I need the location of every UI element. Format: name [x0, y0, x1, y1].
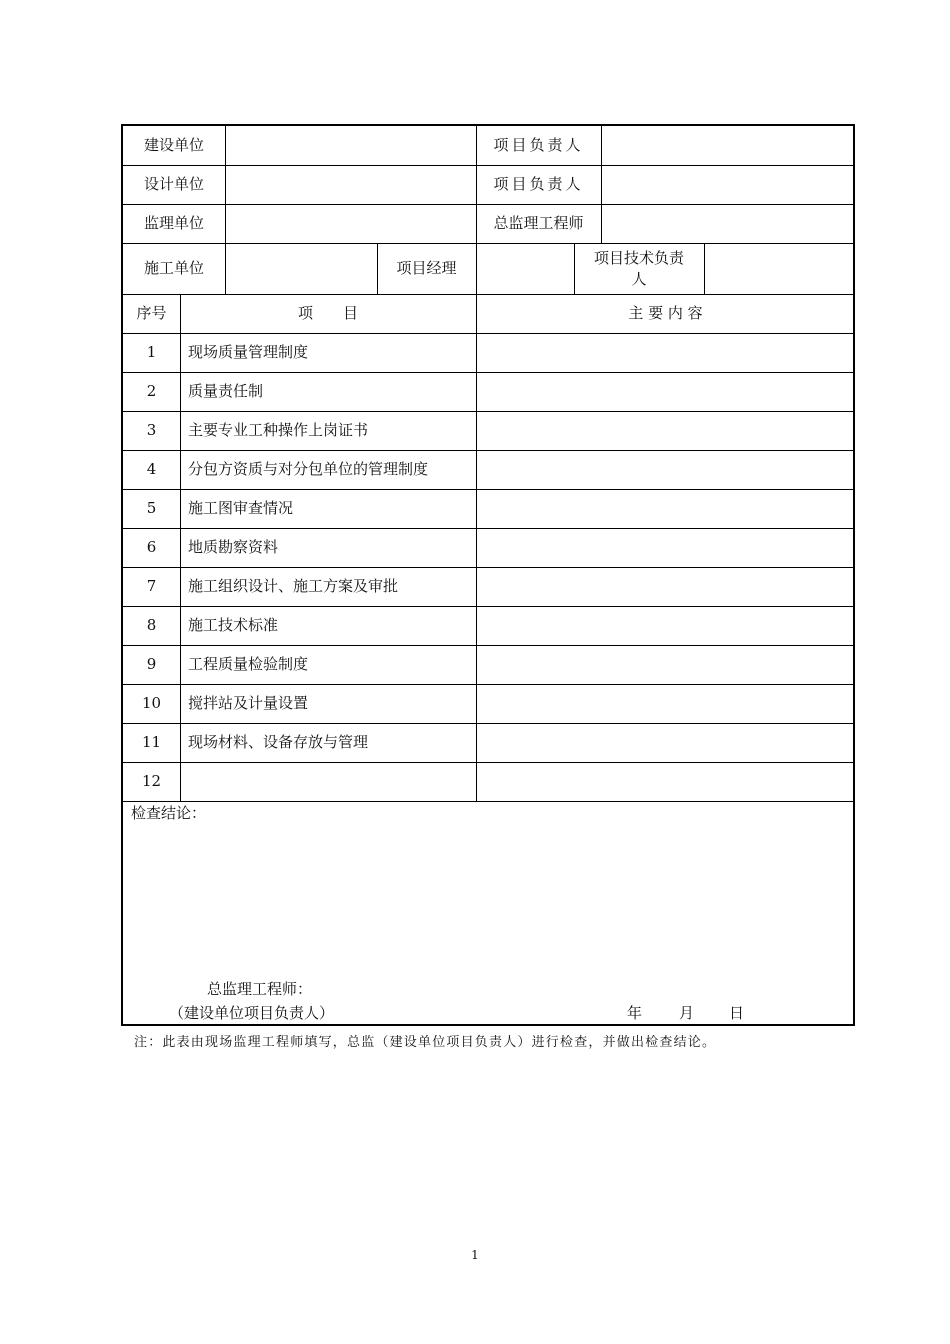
project-leader-label-2: 项目负责人 [493, 175, 584, 193]
row-content-field[interactable] [476, 372, 855, 411]
design-unit-field[interactable] [225, 165, 476, 204]
conclusion-label: 检查结论： [131, 804, 207, 822]
chief-supervisor-label: 总监理工程师 [493, 214, 584, 232]
chief-supervisor-signature-label: 总监理工程师： [207, 980, 313, 998]
seq-column-header: 序号 [136, 304, 167, 322]
conclusion-text-area[interactable] [131, 826, 847, 966]
tech-leader-label [574, 243, 704, 294]
row-number: 7 [146, 577, 157, 595]
date-day-label: 日 [729, 1004, 745, 1022]
row-item: 施工组织设计、施工方案及审批 [188, 577, 399, 595]
row-content-field[interactable] [476, 333, 855, 372]
inspection-form-table [121, 124, 855, 1026]
row-content-field[interactable] [476, 723, 855, 762]
row-content-field[interactable] [476, 684, 855, 723]
row-content-field[interactable] [476, 606, 855, 645]
row-item: 分包方资质与对分包单位的管理制度 [188, 460, 429, 478]
grid-line [476, 294, 477, 801]
row-item: 地质勘察资料 [188, 538, 279, 556]
grid-line [704, 243, 705, 294]
grid-line [123, 165, 855, 166]
grid-line [225, 126, 226, 294]
tech-leader-label-line1: 项目技术负责 [593, 248, 684, 267]
row-content-field[interactable] [476, 411, 855, 450]
grid-line [123, 411, 855, 412]
supervision-unit-field[interactable] [225, 204, 476, 243]
row-content-field[interactable] [476, 645, 855, 684]
row-number: 10 [141, 694, 162, 712]
row-item-field[interactable] [180, 762, 476, 801]
project-leader-field-1[interactable] [601, 126, 855, 165]
row-content-field[interactable] [476, 450, 855, 489]
date-year-label: 年 [627, 1004, 643, 1022]
supervision-unit-label: 监理单位 [143, 214, 204, 232]
grid-line [123, 762, 855, 763]
row-number: 1 [146, 343, 157, 361]
item-column-header: 项 目 [297, 304, 358, 322]
grid-line [123, 723, 855, 724]
construction-leader-signature-label: （建设单位项目负责人） [169, 1004, 335, 1022]
row-number: 8 [146, 616, 157, 634]
tech-leader-label-line2: 人 [631, 269, 647, 288]
page-number: 1 [471, 1248, 479, 1262]
project-manager-label: 项目经理 [396, 259, 457, 277]
row-item: 搅拌站及计量设置 [188, 694, 309, 712]
row-number: 3 [146, 421, 157, 439]
row-content-field[interactable] [476, 489, 855, 528]
grid-line [574, 243, 575, 294]
grid-line [123, 606, 855, 607]
grid-line [123, 204, 855, 205]
grid-line [123, 294, 855, 295]
row-item: 施工技术标准 [188, 616, 279, 634]
grid-line [123, 243, 855, 244]
grid-line [123, 567, 855, 568]
footnote: 注：此表由现场监理工程师填写，总监（建设单位项目负责人）进行检查，并做出检查结论。 [134, 1035, 717, 1050]
row-number: 12 [141, 772, 162, 790]
row-number: 11 [141, 733, 162, 751]
construction-unit-field[interactable] [225, 126, 476, 165]
row-item: 现场质量管理制度 [188, 343, 309, 361]
design-unit-label: 设计单位 [143, 175, 204, 193]
row-number: 6 [146, 538, 157, 556]
date-month-label: 月 [679, 1004, 695, 1022]
grid-line [123, 684, 855, 685]
row-item: 施工图审查情况 [188, 499, 294, 517]
row-item: 工程质量检验制度 [188, 655, 309, 673]
grid-line [601, 126, 602, 243]
project-manager-field[interactable] [476, 243, 574, 294]
row-number: 9 [146, 655, 157, 673]
grid-line [377, 243, 378, 294]
content-column-header: 主 要 内 容 [628, 304, 703, 322]
row-content-field[interactable] [476, 762, 855, 801]
tech-leader-field[interactable] [704, 243, 855, 294]
grid-line [476, 126, 477, 243]
grid-line [476, 243, 477, 294]
grid-line [123, 450, 855, 451]
contractor-unit-field[interactable] [225, 243, 377, 294]
row-item: 现场材料、设备存放与管理 [188, 733, 369, 751]
contractor-unit-label: 施工单位 [143, 259, 204, 277]
grid-line [123, 801, 855, 802]
row-number: 5 [146, 499, 157, 517]
grid-line [123, 333, 855, 334]
project-leader-label-1: 项目负责人 [493, 136, 584, 154]
row-content-field[interactable] [476, 528, 855, 567]
chief-supervisor-field[interactable] [601, 204, 855, 243]
row-item: 质量责任制 [188, 382, 264, 400]
grid-line [180, 294, 181, 801]
row-content-field[interactable] [476, 567, 855, 606]
row-item: 主要专业工种操作上岗证书 [188, 421, 369, 439]
grid-line [123, 489, 855, 490]
row-number: 4 [146, 460, 157, 478]
grid-line [123, 528, 855, 529]
row-number: 2 [146, 382, 157, 400]
grid-line [123, 645, 855, 646]
construction-unit-label: 建设单位 [143, 136, 204, 154]
project-leader-field-2[interactable] [601, 165, 855, 204]
grid-line [123, 372, 855, 373]
